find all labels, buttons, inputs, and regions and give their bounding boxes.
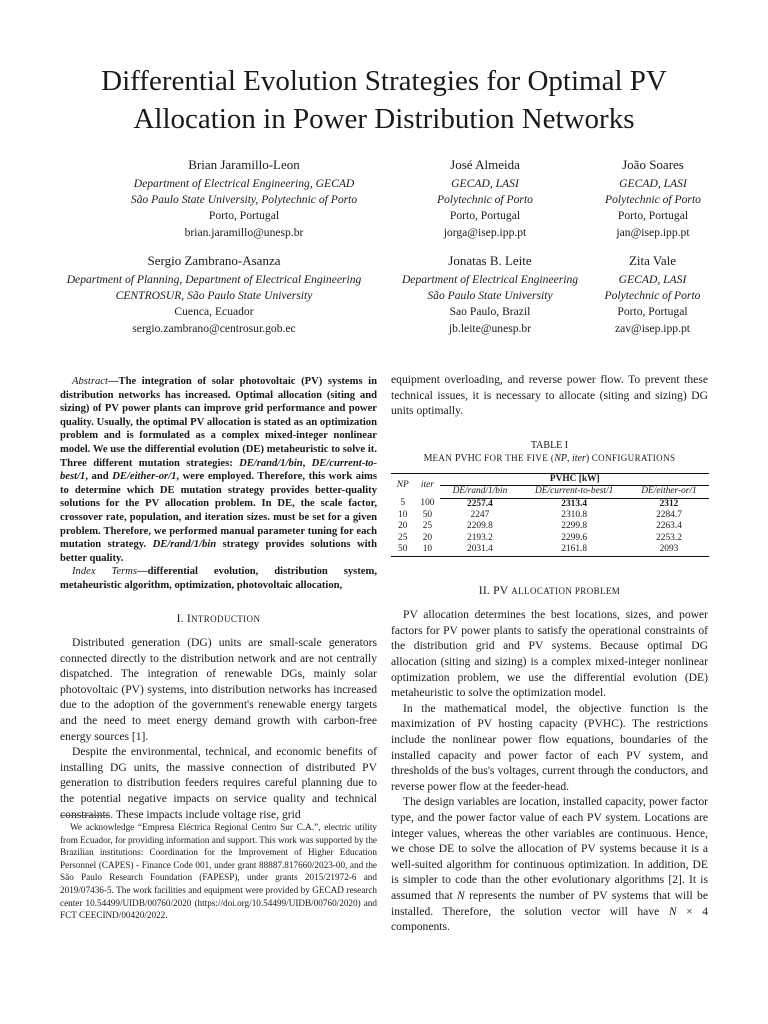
- abstract: Abstract—The integration of solar photovoltaic (PV) systems in distribution networks has increased. Optimal allocation (siting and sizing) of PV power plants can improve grid performance and power quality. Usually, the optimal PV allocation is stated as an optimization problem and is formulated as a complex mixed-integer nonlinear model. We use the differential evolution (DE) metaheuristic to solve it. Three different mutation strategies: DE/rand/1/bin, DE/current-to-best/1, and DE/either-or/1, were employed. Therefore, this work aims to determine which DE mutation strategy provides better-quality solutions for the PV allocation problem. In DE, the scale factor, crossover rate, population, and iteration sizes. must be set for a given problem. Therefore, we performed manual parameter tuning for each mutation strategy. DE/rand/1/bin strategy provides solutions with better quality.: [60, 376, 377, 564]
- table-header: DE/either-or/1: [629, 486, 709, 498]
- author-location: Porto, Portugal: [449, 209, 521, 223]
- author-email: brian.jaramillo@unesp.br: [184, 225, 304, 239]
- table-header: PVHC [kW]: [440, 473, 709, 485]
- author-affiliation: São Paulo State University, Polytechnic of Porto: [130, 193, 358, 207]
- table-cell: 5: [400, 498, 406, 509]
- table-cell: 2284.7: [656, 510, 682, 520]
- author-block: [30, 251, 398, 337]
- table-cell: 2310.8: [561, 510, 588, 520]
- author-block: [410, 155, 560, 241]
- author-affiliation: GECAD, LASI: [451, 177, 519, 190]
- index-terms: Index Terms—differential evolution, distribution system, metaheuristic algorithm, optimization, photovoltaic allocation,: [60, 566, 377, 591]
- table-row: [391, 498, 709, 510]
- paragraph: PV allocation determines the best locations, sizes, and power factors for PV power plants to satisfy the operational constraints of the distribution grid and PV systems. Because optimal DG allocation (siting and sizing) is a complex mixed-integer nonlinear optimization problem, we use the differential evolution (DE) metaheuristic to solve the optimization model.: [391, 608, 708, 700]
- table-cell: 20: [422, 532, 433, 543]
- table-cell: 25: [398, 532, 408, 543]
- author-affiliation: Polytechnic of Porto: [437, 193, 533, 207]
- author-block: [590, 251, 715, 337]
- author-location: Sao Paulo, Brazil: [449, 305, 531, 319]
- author-name: Jonatas B. Leite: [448, 253, 532, 268]
- table-row: [391, 533, 709, 544]
- section-heading: II. PV ALLOCATION PROBLEM: [478, 583, 621, 597]
- table-cell: 20: [398, 521, 408, 532]
- table-cell: 100: [420, 498, 435, 509]
- table-header: iter: [414, 473, 440, 498]
- table-cell: 2299.6: [561, 532, 588, 543]
- author-affiliation: Department of Planning, Department of Electrical Engineering: [66, 273, 362, 286]
- author-affiliation: Department of Electrical Engineering: [401, 273, 579, 286]
- left-column: [60, 375, 377, 822]
- author-location: Porto, Portugal: [617, 209, 689, 223]
- results-table: [391, 473, 709, 557]
- author-block: [583, 155, 723, 241]
- table-cell: 2253.2: [656, 532, 682, 543]
- author-affiliation: GECAD, LASI: [619, 177, 687, 190]
- author-name: José Almeida: [450, 157, 520, 172]
- author-name: Zita Vale: [628, 253, 677, 268]
- author-affiliation: CENTROSUR, São Paulo State University: [115, 289, 313, 303]
- abstract-label: Abstract: [72, 376, 108, 387]
- table-header: DE/current-to-best/1: [519, 486, 629, 498]
- paragraph: Despite the environmental, technical, and economic benefits of installing DG units, the massive connection of distributed PV generation to distribution feeders requires careful planning due to the potential negative impacts on service quality and technical constraints. These impacts include voltage rise, grid: [60, 745, 377, 821]
- table-cell: 10: [414, 544, 440, 556]
- author-email: sergio.zambrano@centrosur.gob.ec: [132, 321, 296, 335]
- index-terms-label: Index Terms: [72, 566, 137, 578]
- paragraph: The design variables are location, installed capacity, power factor type, and the power factor value of each PV system. Locations are integer values, whereas the other variables are continuous. Hence, we chose DE to solve the allocation of PV systems because it is a well-suited algorithm for continuous optimization. In addition, DE is simpler to code than the other evolutionary algorithms [2]. It is assumed that N represents the number of PV systems that will be installed. Therefore, the solution vector will have N × 4 components.: [391, 795, 708, 934]
- table-header: DE/rand/1/bin: [440, 486, 519, 498]
- author-block: [94, 155, 394, 241]
- table-cell: 2093: [629, 544, 709, 556]
- author-affiliation: Department of Electrical Engineering, GECAD: [133, 177, 355, 190]
- table-cell: 2299.8: [561, 521, 588, 532]
- table-cell: 2161.8: [519, 544, 629, 556]
- author-block: [398, 251, 582, 337]
- table-cell: 2257.4: [467, 498, 493, 509]
- author-name: João Soares: [622, 157, 684, 172]
- author-affiliation: São Paulo State University: [427, 289, 553, 303]
- section-heading: I. INTRODUCTION: [176, 611, 261, 625]
- author-name: Sergio Zambrano-Asanza: [147, 253, 281, 268]
- table-cell: 2263.4: [656, 521, 682, 532]
- table-cell: 2193.2: [467, 532, 493, 543]
- author-location: Porto, Portugal: [617, 305, 688, 319]
- author-email: jorga@isep.ipp.pt: [443, 225, 527, 239]
- author-email: jb.leite@unesp.br: [448, 321, 532, 335]
- author-email: jan@isep.ipp.pt: [616, 225, 690, 239]
- author-location: Porto, Portugal: [208, 209, 280, 223]
- author-location: Cuenca, Ecuador: [174, 305, 254, 319]
- table-cell: 25: [422, 521, 433, 532]
- table-row: [391, 521, 709, 532]
- paragraph: In the mathematical model, the objective function is the maximization of PV hosting capacity (PVHC). The restrictions include the nonlinear power flow equations, boundaries of the installed capacity and power factor of each PV system, and thresholds of the bus's voltages, current through the conductors, and reverse power flow at the feeder-head.: [391, 701, 708, 793]
- footnote: We acknowledge “Empresa Eléctrica Regional Centro Sur C.A.”, electric utility from Ecuador, for providing information and support. This work was supported by the Brazilian institutions: Coordination for the Improvement of Higher Education Personnel (CAPES) - Finance Code 001, under grant 88887.817660/2023-00, and the São Paulo Research Foundation (FAPESP), under grants 2015/21972-6 and 2019/07436-5. The work facilities and equipment were provided by GECAD research center 10.54499/UIDB/00760/2020 (https://doi.org/10.54499/UIDB/00760/2020) and FCT CEECIND/00420/2022.: [60, 822, 377, 921]
- table-label: TABLE I: [530, 439, 569, 451]
- author-email: zav@isep.ipp.pt: [614, 321, 691, 335]
- right-column: [391, 372, 708, 935]
- table-cell: 2031.4: [440, 544, 519, 556]
- author-name: Brian Jaramillo-Leon: [188, 157, 300, 172]
- table-cell: 2312: [659, 498, 679, 509]
- table-caption: MEAN PVHC FOR THE FIVE (NP, iter) CONFIGURATIONS: [423, 452, 676, 464]
- paragraph: Distributed generation (DG) units are small-scale generators connected directly to the distribution network and are not centrally dispatched. The integration of renewable DGs, mainly solar photovoltaic (PV) systems, into distribution networks has increased due to the adoption of the government's renewable energy targets and the need to meet energy demand growth with carbon-free energy sources [1].: [60, 636, 377, 743]
- paragraph: equipment overloading, and reverse power flow. To prevent these technical issues, it is necessary to allocate (siting and sizing) DG units optimally.: [391, 373, 708, 418]
- paper-title: Differential Evolution Strategies for Optimal PV Allocation in Power Distribution Networks: [101, 65, 667, 135]
- table-cell: 2313.4: [561, 498, 588, 509]
- table-row: [391, 510, 709, 521]
- author-affiliation: Polytechnic of Porto: [605, 193, 701, 207]
- author-affiliation: Polytechnic of Porto: [604, 289, 701, 303]
- table-cell: 50: [422, 510, 433, 520]
- table-row: [391, 544, 709, 556]
- table-header: NP: [391, 473, 414, 498]
- table-cell: 10: [398, 510, 408, 520]
- footnote-rule: [60, 815, 110, 816]
- table-cell: 2247: [470, 510, 490, 520]
- table-cell: 2209.8: [467, 521, 493, 532]
- table-cell: 50: [391, 544, 414, 556]
- author-affiliation: GECAD, LASI: [618, 273, 687, 286]
